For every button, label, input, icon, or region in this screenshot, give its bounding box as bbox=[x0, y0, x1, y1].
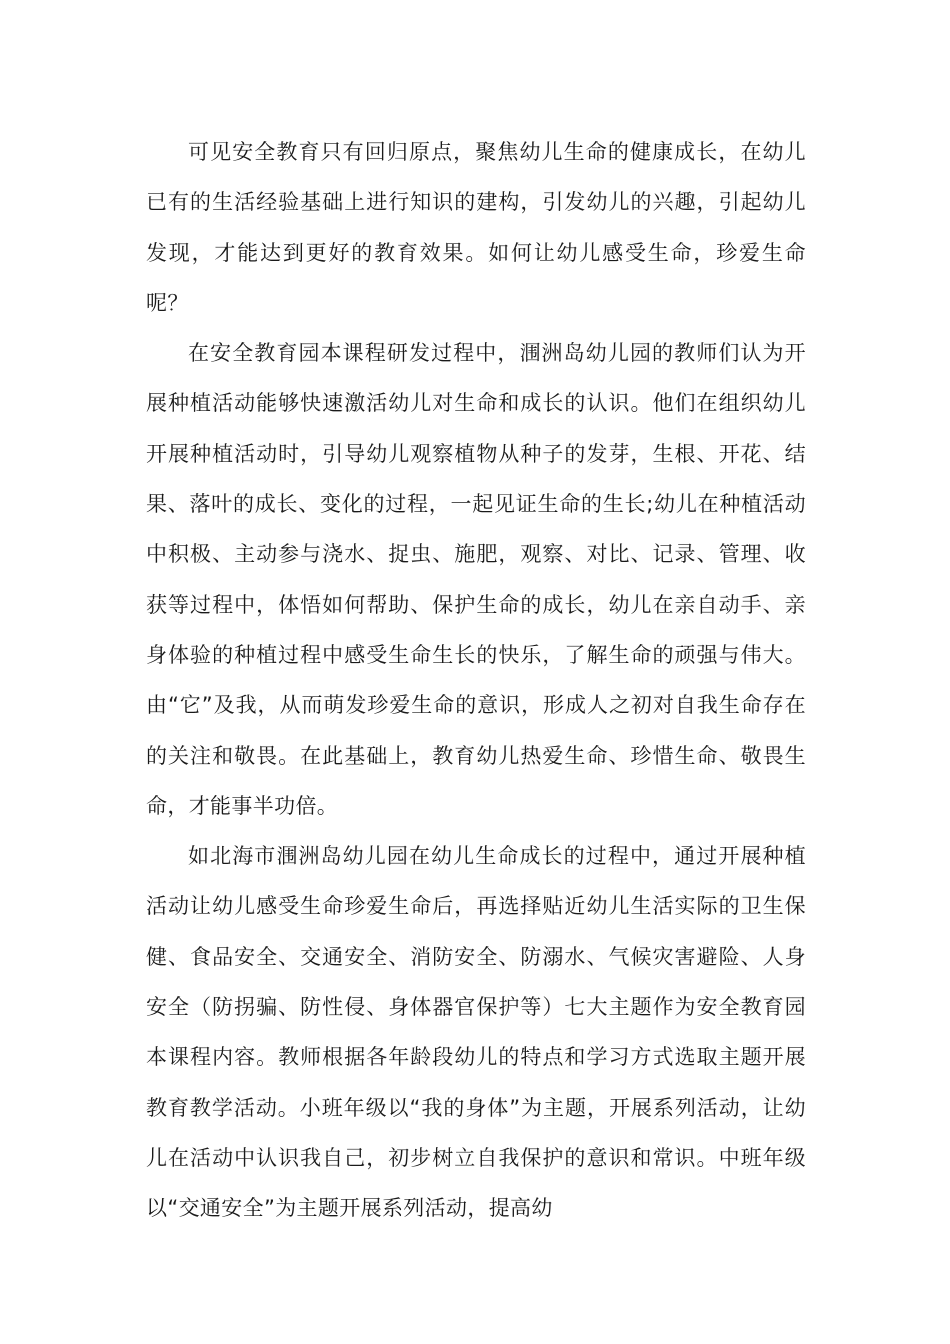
paragraph-2: 在安全教育园本课程研发过程中，涠洲岛幼儿园的教师们认为开展种植活动能够快速激活幼儿对生命和成长的认识。他们在组织幼儿开展种植活动时，引导幼儿观察植物从种子的发芽，生根、开花、结果、落叶的成长、变化的过程，一起见证生命的生长;幼儿在种植活动中积极、主动参与浇水、捉虫、施肥，观察、对比、记录、管理、收获等过程中，体悟如何帮助、保护生命的成长，幼儿在亲自动手、亲身体验的种植过程中感受生命生长的快乐，了解生命的顽强与伟大。由“它”及我，从而萌发珍爱生命的意识，形成人之初对自我生命存在的关注和敬畏。在此基础上，教育幼儿热爱生命、珍惜生命、敬畏生命，才能事半功倍。 bbox=[146, 341, 806, 818]
document-body bbox=[146, 127, 806, 1234]
paragraph-1: 可见安全教育只有回归原点，聚焦幼儿生命的健康成长，在幼儿已有的生活经验基础上进行知识的建构，引发幼儿的兴趣，引起幼儿发现，才能达到更好的教育效果。如何让幼儿感受生命，珍爱生命呢？ bbox=[146, 140, 806, 315]
paragraph-3: 如北海市涠洲岛幼儿园在幼儿生命成长的过程中，通过开展种植活动让幼儿感受生命珍爱生命后，再选择贴近幼儿生活实际的卫生保健、食品安全、交通安全、消防安全、防溺水、气候灾害避险、人身安全（防拐骗、防性侵、身体器官保护等）七大主题作为安全教育园本课程内容。教师根据各年龄段幼儿的特点和学习方式选取主题开展教育教学活动。小班年级以“我的身体”为主题，开展系列活动，让幼儿在活动中认识我自己，初步树立自我保护的意识和常识。中班年级以“交通安全”为主题开展系列活动，提高幼 bbox=[146, 844, 806, 1221]
